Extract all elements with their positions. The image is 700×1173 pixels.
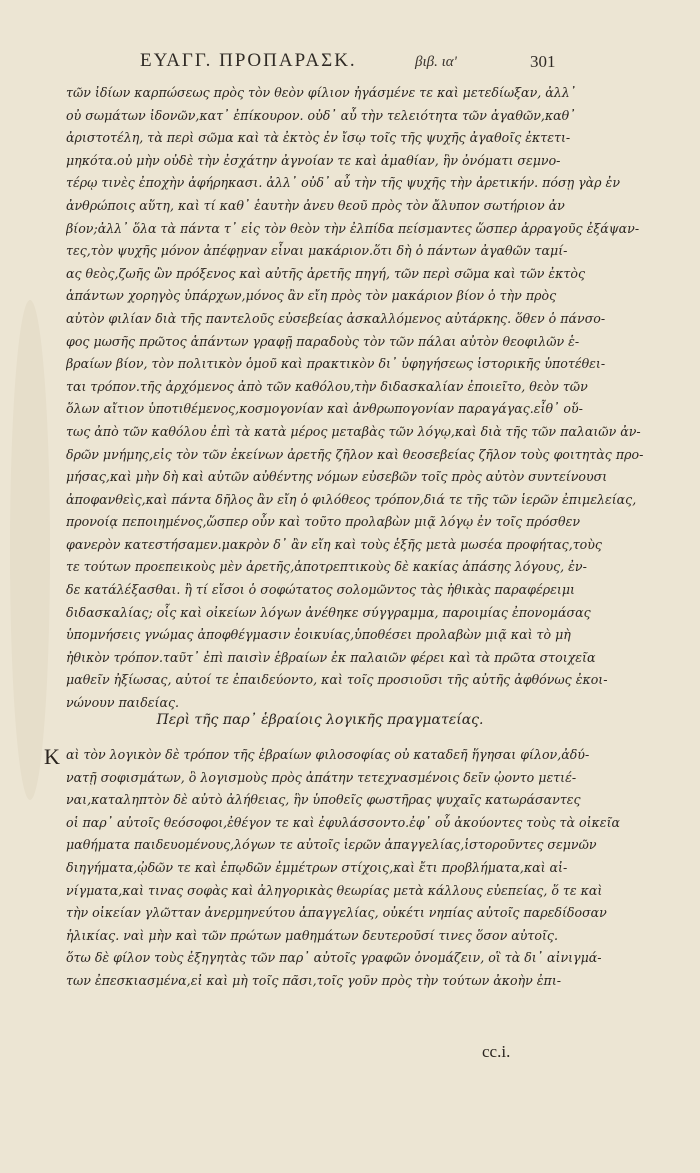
paragraph-1-line: ὅλων αἴτιον ὑποτιθέμενος,κοσμογονίαν καὶ ἀνθρωπογονίαν παραγάγας.εἶθ᾽ οὕ- bbox=[66, 401, 583, 417]
paragraph-1-line: τες,τὸν ψυχῆς μόνον ἀπέφῃναν εἶναι μακάριον.ὅτι δὴ ὁ πάντων ἀγαθῶν ταμί- bbox=[66, 243, 568, 259]
paragraph-2-line: ὅτω δὲ φίλον τοὺς ἐξηγητὰς τῶν παρ᾽ αὐτοῖς γραφῶν ὀνομάζειν, οἳ τὰ δι᾽ αἰνιγμά- bbox=[66, 950, 602, 966]
paragraph-1-line: αὐτὸν φιλίαν διὰ τῆς παντελοῦς εὐσεβείας ἀσκαλλόμενος αὐτάρκης. ὅθεν ὁ πάνσο- bbox=[66, 310, 606, 326]
paragraph-2-line: τὴν οἰκείαν γλῶτταν ἀνερμηνεύτου ἀπαγγελίας, οὐκέτι νηπίας αὐτοῖς παρεδίδοσαν bbox=[66, 905, 607, 921]
paragraph-1-line: τῶν ἰδίων καρπώσεως πρὸς τὸν θεὸν φίλιον ἠγάσμένε τε καὶ μετεδίωξαν, ἀλλ᾽ bbox=[66, 85, 576, 100]
paragraph-1-line: νώνουν παιδείας. bbox=[66, 695, 180, 711]
paragraph-2-line: ναι,καταληπτὸν δὲ αὐτὸ ἀλήθειας, ἣν ὑποθεῖς φωστῆρας ψυχαῖς κατωράσαντες bbox=[66, 792, 581, 808]
paragraph-1-line: μήσας,καὶ μὴν δὴ καὶ αὐτῶν αὐθέντης νόμων εὐσεβῶν τοῖς πρὸς αὐτὸν συντείνουσι bbox=[66, 469, 608, 485]
paragraph-1-line: μηκότα.οὐ μὴν οὐδὲ τὴν ἐσχάτην ἀγνοίαν τε καὶ ἀμαθίαν, ἣν ὀνόματι σεμνο- bbox=[66, 152, 561, 168]
paragraph-1-line: τέρῳ τινὲς ἐποχὴν ἀφήρηκασι. ἀλλ᾽ οὐδ᾽ αὖ τὴν τῆς ψυχῆς τὴν ἀρετικήν. πόσῃ γὰρ ἐν bbox=[66, 175, 620, 191]
paragraph-2-line: των ἐπεσκιασμένα,εἰ καὶ μὴ τοῖς πᾶσι,τοῖς γοῦν πρὸς τὴν τούτων ἀκοὴν ἐπι- bbox=[66, 972, 562, 988]
paragraph-1-line: βραίων βίον, τὸν πολιτικὸν ὁμοῦ καὶ πρακτικὸν δι᾽ ὑφηγήσεως ἱστορικῆς ὑποτέθει- bbox=[66, 356, 606, 372]
paragraph-1-line: μαθεῖν ἠξίωσας, αὐτοί τε ἐπαιδεύοντο, καὶ τοῖς προσιοῦσι τῆς αὐτῆς ἀφθόνως ἐκοι- bbox=[66, 672, 608, 688]
book-number: βιβ. ιαʹ bbox=[415, 54, 457, 70]
paragraph-2-line: διηγήματα,ᾠδῶν τε καὶ ἐπῳδῶν ἐμμέτρων στίχοις,καὶ ἔτι προβλήματα,καὶ αἰ- bbox=[66, 859, 568, 875]
paragraph-2 bbox=[66, 744, 656, 993]
paragraph-1-line: ἁπάντων χορηγὸς ὑπάρχων,μόνος ἂν εἴη πρὸς τὸν μακάριον βίον ὁ τὴν πρὸς bbox=[66, 288, 557, 304]
paragraph-1-line: δρῶν μνήμης,εἰς τὸν τῶν ἐκείνων ἀρετῆς ζῆλον καὶ θεοσεβείας ζῆλον τοὺς φοιτητὰς προ- bbox=[66, 446, 644, 462]
paragraph-1 bbox=[66, 82, 656, 715]
paragraph-1-line: ται τρόπον.τῆς ἀρχόμενος ἀπὸ τῶν καθόλου,τὴν διδασκαλίαν ἐποιεῖτο, θεὸν τῶν bbox=[66, 378, 588, 394]
paragraph-1-line: ἀριστοτέλη, τὰ περὶ σῶμα καὶ τὰ ἐκτὸς ἐν ἴσῳ τοῖς τῆς ψυχῆς ἀγαθοῖς ἐκτετι- bbox=[66, 130, 571, 146]
paragraph-1-line: ας θεὸς,ζωῆς ὢν πρόξενος καὶ αὐτῆς ἀρετῆς πηγή, τῶν περὶ σῶμα καὶ τῶν ἐκτὸς bbox=[66, 265, 586, 281]
paragraph-1-line: βίον;ἀλλ᾽ ὅλα τὰ πάντα τ᾽ εἰς τὸν θεὸν τὴν ἐλπίδα πείσμαντες ὥσπερ ἀρραγοῦς ἐξάψαν- bbox=[66, 220, 640, 236]
paragraph-2-line: αὶ τὸν λογικὸν δὲ τρόπον τῆς ἑβραίων φιλοσοφίας οὐ καταδεῆ ἥγησαι φίλον,ἀδύ- bbox=[66, 747, 590, 762]
paragraph-2-line: νατῇ σοφισμάτων, ὃ λογισμοὺς πρὸς ἀπάτην τετεχνασμένοις δεῖν ᾠοντο μετιέ- bbox=[66, 769, 577, 785]
section-heading: Περὶ τῆς παρ᾽ ἑβραίοις λογικῆς πραγματείας. bbox=[156, 712, 484, 728]
paragraph-1-line: δε κατάλέξασθαι. ἢ τί εἴσοι ὁ σοφώτατος σολομῶντος τὰς ἠθικὰς παραφέρειμι bbox=[66, 582, 575, 598]
paragraph-2-line: νίγματα,καὶ τινας σοφὰς καὶ ἀληγορικὰς θεωρίας μετὰ κάλλους εὐεπείας, ὅ τε καὶ bbox=[66, 882, 603, 898]
paragraph-1-line: ἠθικὸν τρόπον.ταῦτ᾽ ἐπὶ παισὶν ἑβραίων ἐκ παλαιῶν φέρει καὶ τὰ πρῶτα στοιχεῖα bbox=[66, 649, 596, 665]
paragraph-1-line: ἀποφανθεὶς,καὶ πάντα δῆλος ἂν εἴη ὁ φιλόθεος τρόπον,διά τε τῆς τῶν ἱερῶν ἐπιμελείας, bbox=[66, 491, 637, 507]
paragraph-1-line: τως ἀπὸ τῶν καθόλου ἐπὶ τὰ κατὰ μέρος μεταβὰς τῶν λόγῳ,καὶ διὰ τῆς τῶν παλαιῶν ἀν- bbox=[66, 423, 641, 439]
paragraph-1-line: φανερὸν κατεστήσαμεν.μακρὸν δ᾽ ἂν εἴη καὶ τοὺς ἑξῆς μετὰ μωσέα προφήτας,τοὺς bbox=[66, 536, 602, 552]
paragraph-2-line: ἡλικίας. ναὶ μὴν καὶ τῶν πρώτων μαθημάτων δευτεροῦσί τινες ὅσον αὐτοῖς. bbox=[66, 927, 558, 943]
signature-mark: cc.i. bbox=[482, 1042, 511, 1061]
paragraph-1-line: ὑπομνήσεις γνώμας ἀποφθέγμασιν ἐοικυίας,ὑποθέσει προλαβὼν μιᾷ καὶ τὸ μὴ bbox=[66, 627, 571, 643]
paragraph-2-line: μαθήματα παιδευομένους,λόγων τε αὐτοῖς ἱερῶν ἀπαγγελίας,ἱστοροῦντες σεμνῶν bbox=[66, 837, 597, 853]
paragraph-2-line: οἱ παρ᾽ αὐτοῖς θεόσοφοι,ἐθέγον τε καὶ ἐφυλάσσοντο.ἐφ᾽ οὗ ἀκούοντες τοὺς τὰ οἰκεῖα bbox=[66, 814, 621, 830]
paragraph-1-line: οὐ σωμάτων ἰδονῶν,κατ᾽ ἐπίκουρον. οὐδ᾽ αὖ τὴν τελειότητα τῶν ἀγαθῶν,καθ᾽ bbox=[66, 107, 576, 123]
paragraph-1-line: διδασκαλίας; οἷς καὶ οἰκείων λόγων ἀνέθηκε σύγγραμμα, παροιμίας ἐπονομάσας bbox=[66, 604, 591, 620]
paragraph-1-line: ἀνθρώποις αὕτη, καὶ τί καθ᾽ ἑαυτὴν ἀνευ θεοῦ πρὸς τὸν ἄλυπον σωτήριον ἀν bbox=[66, 197, 565, 213]
paragraph-1-line: τε τούτων προεπεικοὺς μὲν ἀρετῆς,ἀποτρεπτικοὺς δὲ κακίας ἁπάσης λόγους, ἐν- bbox=[66, 559, 587, 575]
paragraph-1-line: φος μωσῆς πρῶτος ἁπάντων γραφῇ παραδοὺς τὸν τῶν πάλαι αὐτὸν θεοφιλῶν ἑ- bbox=[66, 333, 580, 349]
running-head bbox=[100, 44, 620, 74]
drop-initial: Κ bbox=[44, 744, 60, 769]
running-title: ΕΥΑΓΓ. ΠΡΟΠΑΡΑΣΚ. bbox=[140, 50, 357, 71]
page-number: 301 bbox=[530, 52, 556, 71]
paragraph-1-line: προνοίᾳ πεποιημένος,ὥσπερ οὖν καὶ τοῦτο προλαβὼν μιᾷ λόγῳ ἐν τοῖς πρόσθεν bbox=[66, 514, 580, 530]
